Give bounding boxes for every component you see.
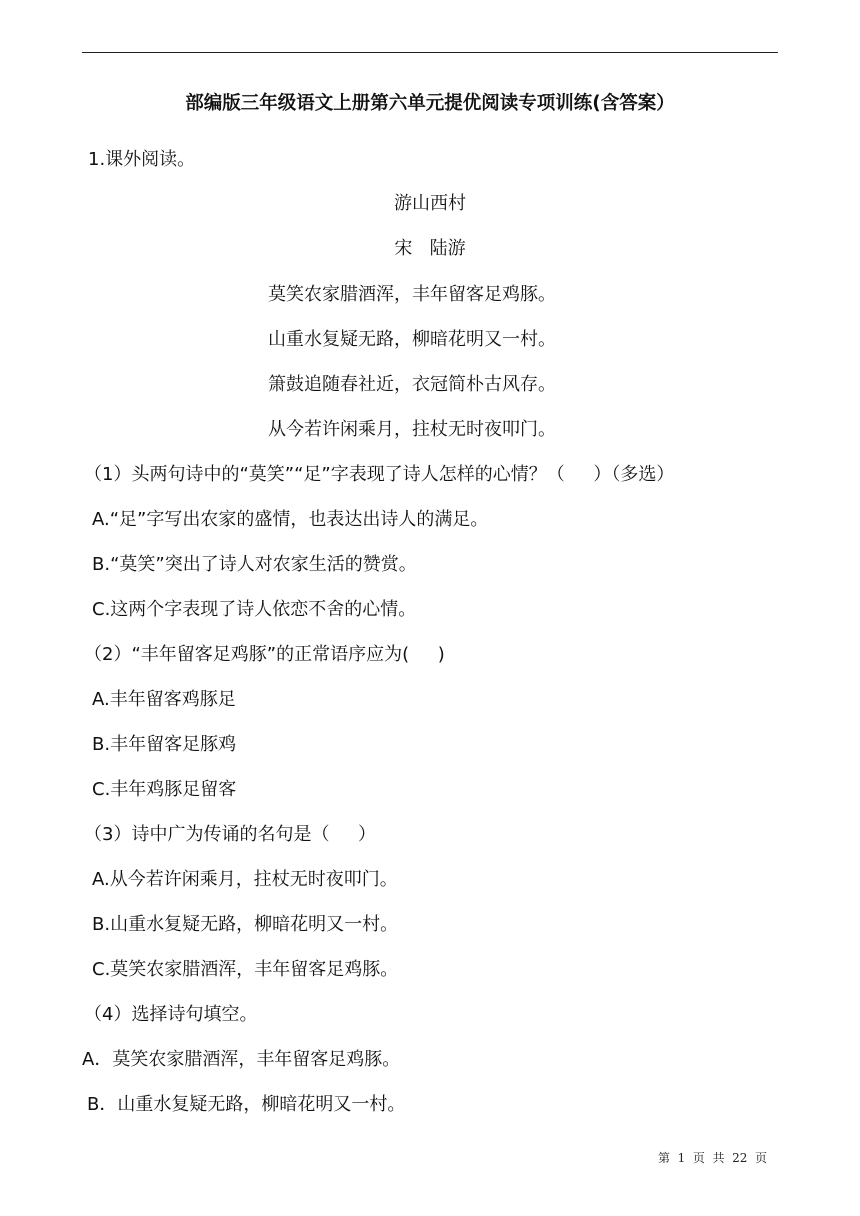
document-title: 部编版三年级语文上册第六单元提优阅读专项训练(含答案） <box>185 93 675 114</box>
question-option: B.山重水复疑无路，柳暗花明又一村。 <box>92 914 399 935</box>
question-option: A.“足”字写出农家的盛情，也表达出诗人的满足。 <box>92 509 489 530</box>
section-heading: 1.课外阅读。 <box>88 149 196 170</box>
question-option: C.丰年鸡豚足留客 <box>92 779 237 800</box>
poem-title: 游山西村 <box>394 193 466 214</box>
question-stem: （4）选择诗句填空。 <box>84 1004 258 1025</box>
poem-author: 宋 陆游 <box>394 238 466 259</box>
poem-line: 从今若许闲乘月，拄杖无时夜叩门。 <box>268 419 556 440</box>
question-option: B.丰年留客足豚鸡 <box>92 734 237 755</box>
poem-line: 莫笑农家腊酒浑，丰年留客足鸡豚。 <box>268 284 556 305</box>
question-option: C.莫笑农家腊酒浑，丰年留客足鸡豚。 <box>92 959 399 980</box>
header-rule <box>82 52 778 53</box>
question-option: A.从今若许闲乘月，拄杖无时夜叩门。 <box>92 869 398 890</box>
question-option: A.丰年留客鸡豚足 <box>92 689 236 710</box>
page-footer: 第 1 页 共 22 页 <box>658 1151 768 1165</box>
question-stem: （2）“丰年留客足鸡豚”的正常语序应为( ) <box>84 644 445 665</box>
question-option: B．山重水复疑无路，柳暗花明又一村。 <box>87 1094 406 1115</box>
poem-line: 山重水复疑无路，柳暗花明又一村。 <box>268 329 556 350</box>
question-option: A．莫笑农家腊酒浑，丰年留客足鸡豚。 <box>82 1049 401 1070</box>
question-option: C.这两个字表现了诗人依恋不舍的心情。 <box>92 599 417 620</box>
question-stem: （1）头两句诗中的“莫笑”“足”字表现了诗人怎样的心情？（ ）（多选） <box>84 464 675 485</box>
poem-line: 箫鼓追随春社近，衣冠简朴古风存。 <box>268 374 556 395</box>
question-option: B.“莫笑”突出了诗人对农家生活的赞赏。 <box>92 554 417 575</box>
question-stem: （3）诗中广为传诵的名句是（ ） <box>84 824 377 845</box>
